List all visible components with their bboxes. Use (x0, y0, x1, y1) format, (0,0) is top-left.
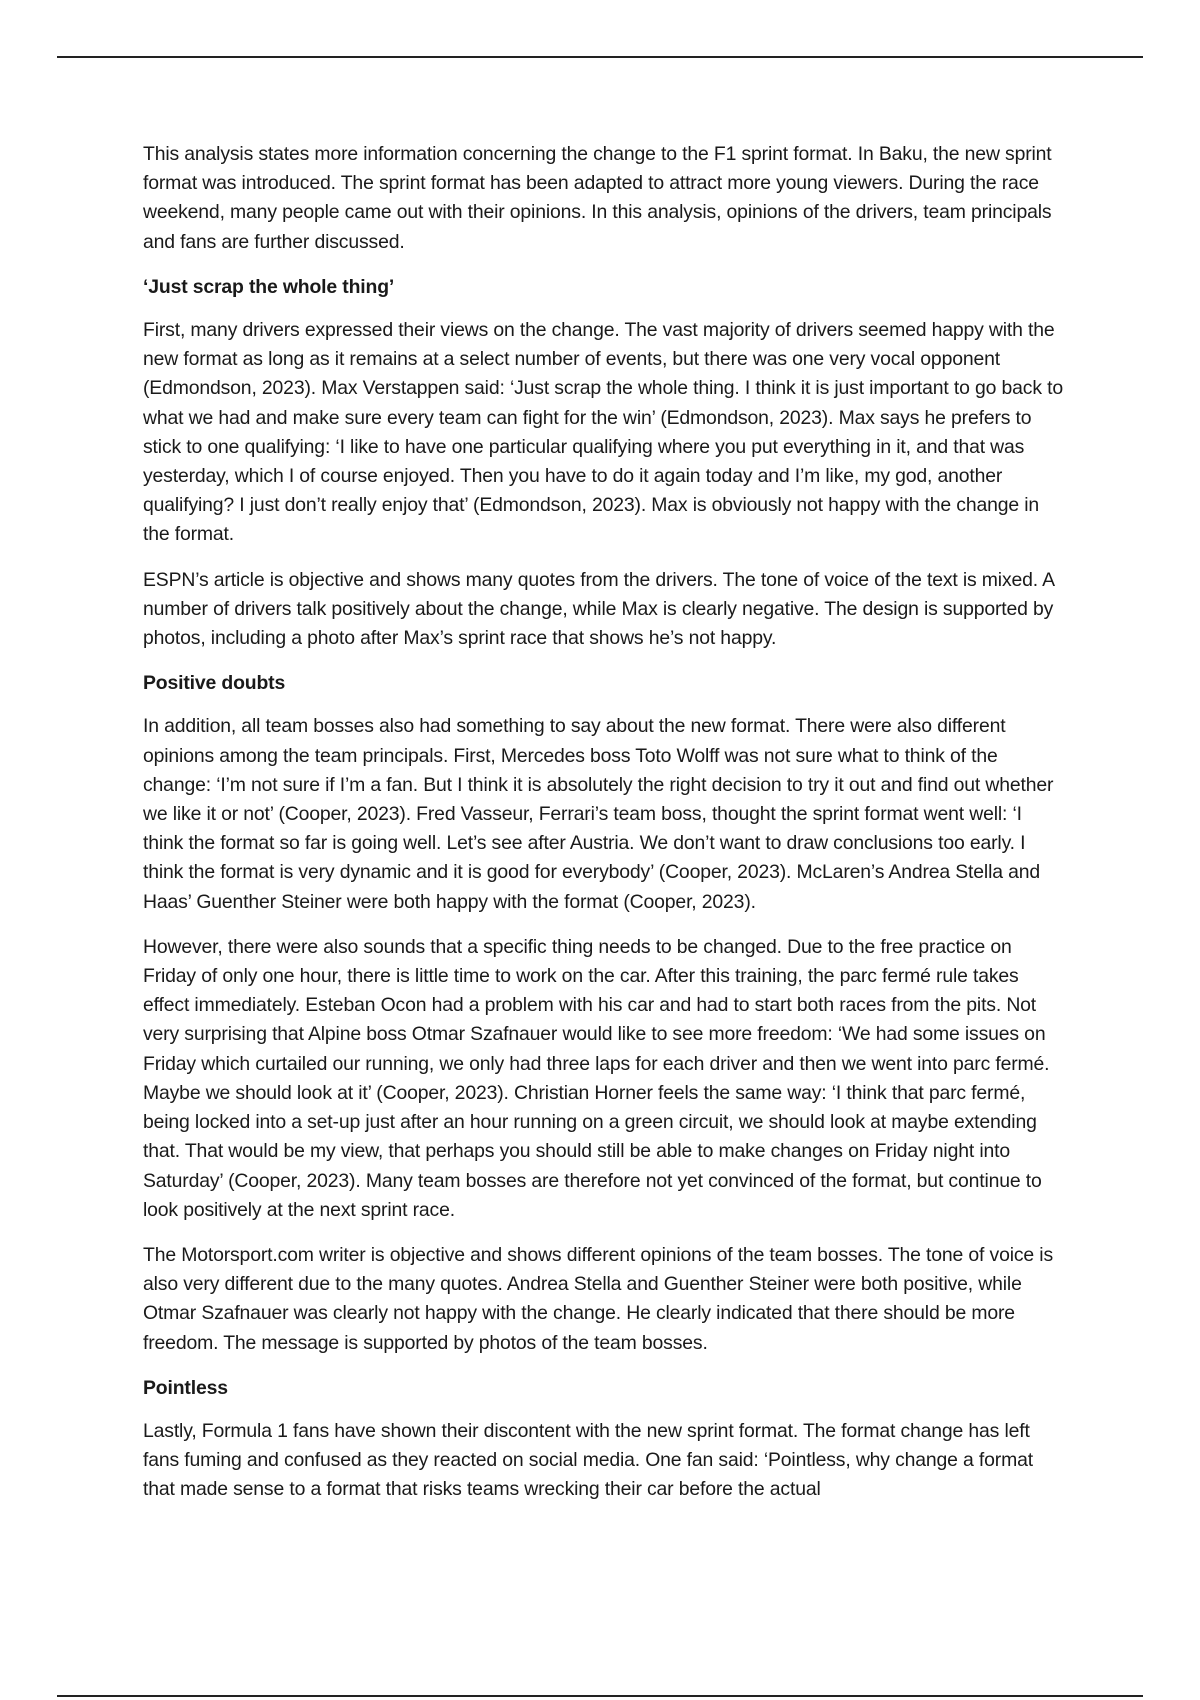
section-heading-positive-doubts: Positive doubts (143, 672, 286, 695)
parc-ferme-paragraph: However, there were also sounds that a specific thing needs to be changed. Due to the free practice on Friday of only one hour, there is little time to work on the car. After this training, the parc fermé rule takes effect immediately. Esteban Ocon had a problem with his car and had to start both races from the pits. Not very surprising that Alpine boss Otmar Szafnauer would like to see more freedom: ‘We had some issues on Friday which curtailed our running, we only had three laps for each driver and then we went into parc fermé. Maybe we should look at it’ (Cooper, 2023). Christian Horner feels the same way: ‘I think that parc fermé, being locked into a set-up just after an hour running on a green circuit, we should look at maybe extending that. That would be my view, that perhaps you should still be able to make changes on Friday night into Saturday’ (Cooper, 2023). Many team bosses are therefore not yet convinced of the format, but continue to look positively at the next sprint race. (143, 935, 1050, 1221)
footer-rule (57, 1695, 1143, 1697)
espn-analysis-paragraph: ESPN’s article is objective and shows many quotes from the drivers. The tone of voice of the text is mixed. A number of drivers talk positively about the change, while Max is clearly negative. The design is supported by photos, including a photo after Max’s sprint race that shows he’s not happy. (143, 568, 1054, 650)
section-heading-just-scrap: ‘Just scrap the whole thing’ (143, 275, 395, 298)
team-bosses-paragraph: In addition, all team bosses also had something to say about the new format. There were also different opinions among the team principals. First, Mercedes boss Toto Wolff was not sure what to think of the change: ‘I’m not sure if I’m a fan. But I think it is absolutely the right decision to try it out and find out whether we like it or not’ (Cooper, 2023). Fred Vasseur, Ferrari’s team boss, thought the sprint format went well: ‘I think the format so far is going well. Let’s see after Austria. We don’t want to draw conclusions too early. I think the format is very dynamic and it is good for everybody’ (Cooper, 2023). McLaren’s Andrea Stella and Haas’ Guenther Steiner were both happy with the format (Cooper, 2023). (143, 715, 1054, 913)
document-body (143, 140, 1063, 1521)
fans-paragraph: Lastly, Formula 1 fans have shown their discontent with the new sprint format. The format change has left fans fuming and confused as they reacted on social media. One fan said: ‘Pointless, why change a format that made sense to a format that risks teams wrecking their car before the actual (143, 1419, 1033, 1501)
intro-paragraph: This analysis states more information concerning the change to the F1 sprint format. In Baku, the new sprint format was introduced. The sprint format has been adapted to attract more young viewers. During the race weekend, many people came out with their opinions. In this analysis, opinions of the drivers, team principals and fans are further discussed. (143, 143, 1052, 253)
drivers-views-paragraph: First, many drivers expressed their views on the change. The vast majority of drivers seemed happy with the new format as long as it remains at a select number of events, but there was one very vocal opponent (Edmondson, 2023). Max Verstappen said: ‘Just scrap the whole thing. I think it is just important to go back to what we had and make sure every team can fight for the win’ (Edmondson, 2023). Max says he prefers to stick to one qualifying: ‘I like to have one particular qualifying where you put everything in it, and that was yesterday, which I of course enjoyed. Then you have to do it again today and I’m like, my god, another qualifying? I just don’t really enjoy that’ (Edmondson, 2023). Max is obviously not happy with the change in the format. (143, 319, 1063, 546)
motorsport-analysis-paragraph: The Motorsport.com writer is objective and shows different opinions of the team bosses. The tone of voice is also very different due to the many quotes. Andrea Stella and Guenther Steiner were both positive, while Otmar Szafnauer was clearly not happy with the change. He clearly indicated that there should be more freedom. The message is supported by photos of the team bosses. (143, 1243, 1053, 1354)
section-heading-pointless: Pointless (143, 1376, 228, 1399)
header-rule (57, 56, 1143, 58)
